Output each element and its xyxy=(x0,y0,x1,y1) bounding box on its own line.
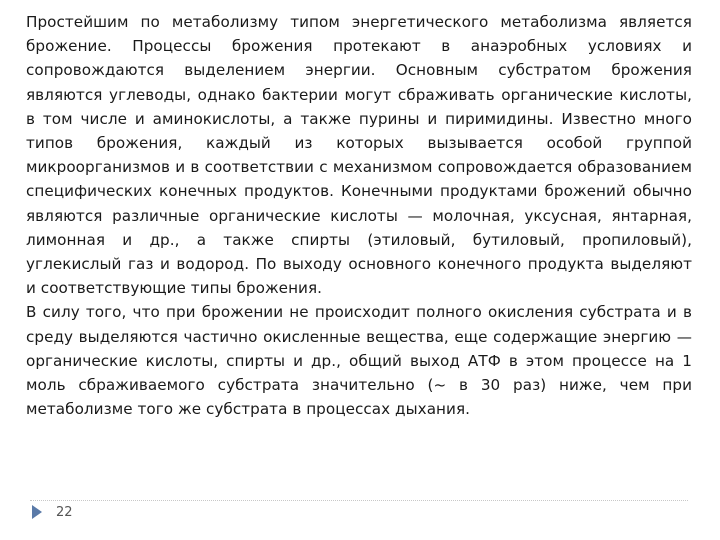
footer-divider xyxy=(30,500,688,501)
triangle-right-icon xyxy=(32,505,42,519)
paragraph-2: В силу того, что при брожении не происходит полного окисления субстрата и в среду выделяются частично окисленные вещества, еще содержащие энергию — органические кислоты, спирты и др., общий выход АТФ в этом процессе на 1 моль сбраживаемого субстрата значительно (~ в 30 раз) ниже, чем при метаболизме того же субстрата в процессах дыхания. xyxy=(26,303,692,419)
document-body xyxy=(26,10,692,421)
paragraph-1: Простейшим по метаболизму типом энергетического метаболизма является брожение. Процессы брожения протекают в анаэробных условиях и сопровождаются выделением энергии. Основным субстратом брожения являются углеводы, однако бактерии могут сбраживать органические кислоты, в том числе и аминокислоты, а также пурины и пиримидины. Известно много типов брожения, каждый из которых вызывается особой группой микроорганизмов и в соответствии с механизмом сопровождается образованием специфических конечных продуктов. Конечными продуктами брожений обычно являются различные органические кислоты — молочная, уксусная, янтарная, лимонная и др., а также спирты (этиловый, бутиловый, пропиловый), углекислый газ и водород. По выходу основного конечного продукта выделяют и соответствующие типы брожения. xyxy=(26,13,692,298)
page-number: 22 xyxy=(56,505,73,520)
